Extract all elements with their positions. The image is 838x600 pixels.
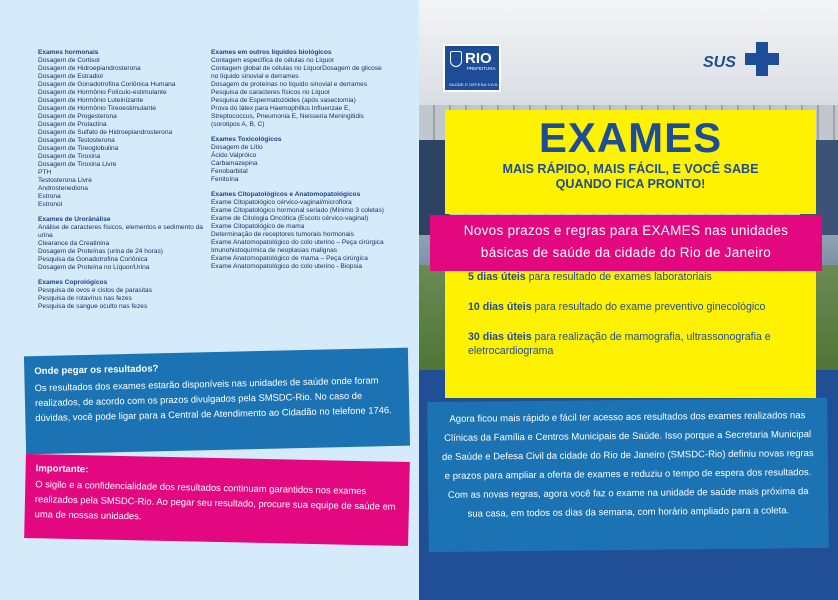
- exam-item: Dosagem de Hidroepiandrosterona: [38, 65, 141, 72]
- section-title: Exames Toxicológicos: [211, 136, 282, 143]
- exam-item: Dosagem de Gonadotrofina Coriônica Humana: [38, 81, 176, 88]
- exam-item: Dosagem de Hormônio Tireoestimulante: [38, 105, 157, 112]
- exam-item: Dosagem de Estradiol: [38, 73, 103, 80]
- exam-item: Pesquisa de ovos e cistos de parasitas: [38, 287, 152, 294]
- exam-section: [211, 191, 386, 271]
- deadline-days: 5 dias úteis: [468, 271, 526, 283]
- exam-item: Pesquisa de Espermatozóides (após vasectomia): [211, 97, 356, 104]
- exam-item: Pesquisa de caracteres físicos no Líquor: [211, 89, 331, 96]
- subheadline-line-2: QUANDO FICA PRONTO!: [555, 177, 706, 191]
- info-paragraph-box: [427, 398, 829, 552]
- important-box: [24, 454, 410, 546]
- exam-item: Exame de Citologia Oncótica (Escoto cérvico-vaginal): [211, 215, 369, 222]
- right-panel: [419, 0, 838, 600]
- exam-list-column-a: [38, 49, 203, 318]
- where-body: Os resultados dos exames estarão disponíveis nas unidades de saúde onde foram realizados, de acordo com os prazos divulgados pela SMSDC-Rio. No caso de dúvidas, você pode ligar para a Central de Atendimento ao Cidadão no telefone 1746.: [34, 374, 392, 424]
- exam-item: Dosagem de Testosterona: [38, 137, 115, 144]
- exam-item: Exame Anatomopatológico de mama – Peça cirúrgica: [211, 255, 368, 262]
- section-title: Exames Citopatológicos e Anatomopatológicos: [211, 191, 361, 198]
- exam-item: Estronol: [38, 201, 63, 208]
- rio-prefeitura-logo: [443, 44, 501, 92]
- exam-item: Exame Citopatológico cérvico-vaginal/microflora: [211, 199, 352, 206]
- exam-item: Androstenediona: [38, 185, 88, 192]
- exam-item: PTH: [38, 169, 52, 176]
- band-line-2: básicas de saúde da cidade do Rio de Janeiro: [480, 245, 772, 260]
- cross-icon: [745, 42, 779, 76]
- sus-logo: [703, 42, 793, 82]
- page-title: EXAMES: [538, 114, 723, 161]
- exam-item: Dosagem de Tiroxina Livre: [38, 161, 117, 168]
- sus-text: SUS: [703, 54, 736, 71]
- exam-section: [211, 49, 386, 129]
- exam-item: Clearance da Creatinina: [38, 240, 110, 247]
- section-title: Exames Coprológicos: [38, 279, 108, 286]
- exam-item: Dosagem de Tiroxina: [38, 153, 101, 160]
- deadline-days: 10 dias úteis: [468, 301, 532, 313]
- shield-icon: [450, 51, 462, 67]
- exam-item: Estrona: [38, 193, 61, 200]
- rio-logo-text: RIO: [465, 50, 492, 67]
- exam-section: [211, 136, 386, 184]
- deadline-description: para resultado do exame preventivo ginecológico: [531, 301, 766, 313]
- info-paragraph: Agora ficou mais rápido e fácil ter acesso aos resultados dos exames realizados nas Clínicas da Família e Centros Municipais de Saúde. Isso porque a Secretaria Municipal de Saúde e Defesa Civil da cidade do Rio de Janeiro (SMSDC-Rio) definiu novas regras e prazos para ampliar a oferta de exames e reduziu o tempo de espera dos resultados. Com as novas regras, agora você faz o exame na unidade de saúde mais próxima da sua casa, em todos os dias da semana, com horário ampliado para a coleta.: [441, 410, 814, 520]
- exam-item: Fenobarbital: [211, 168, 248, 175]
- exam-item: Determinação de receptores tumorais hormonais: [211, 231, 354, 238]
- exam-item: Dosagem de Lítio: [211, 144, 263, 151]
- exam-item: Dosagem de Prolactina: [38, 121, 107, 128]
- exam-item: Imunohistoquímica de neoplasias malignas: [211, 247, 338, 254]
- deadline-item: [468, 270, 808, 284]
- exam-section: [38, 49, 203, 209]
- logo-subtitle: SAÚDE E DEFESA CIVIL: [449, 82, 499, 87]
- exam-item: Dosagem de Hormônio Folículo-estimulante: [38, 89, 167, 96]
- exam-item: Pesquisa da Gonadotrofina Coriônica: [38, 256, 148, 263]
- exam-item: Dosagem de Sulfato de Hidroepiandrosterona: [38, 129, 173, 136]
- exam-item: Dosagem de Proteína no Líquor/Urina: [38, 264, 150, 271]
- exam-item: Ácido Valpróico: [211, 152, 257, 159]
- headline-box: [445, 110, 816, 214]
- important-body: O sigilo e a confidencialidade dos resultados continuam garantidos nos exames realizados pela SMSDC-Rio. Ao pegar seu resultado, procure sua equipe de saúde em uma de nossas unidades.: [34, 478, 396, 522]
- deadline-description: para resultado de exames laboratoriais: [525, 271, 712, 283]
- exam-item: Contagem específica de células no Líquor: [211, 57, 335, 64]
- exam-item: Carbamazepina: [211, 160, 258, 167]
- exam-item: Pesquisa de rotavírus nas fezes: [38, 295, 132, 302]
- where-title: Onde pegar os resultados?: [34, 363, 159, 378]
- exam-item: Dosagem de Hormônio Luteinizante: [38, 97, 144, 104]
- exam-item: Exame Citopatológico de mama: [211, 223, 305, 230]
- exam-item: Dosagem de Progesterona: [38, 113, 117, 120]
- band-line-1: Novos prazos e regras para EXAMES nas unidades: [463, 223, 789, 238]
- section-title: Exames em outros líquidos biológicos: [211, 49, 332, 56]
- subheadline-line-1: MAIS RÁPIDO, MAIS FÁCIL, E VOCÊ SABE: [502, 162, 759, 176]
- new-rules-band: [430, 215, 822, 271]
- exam-item: Fenitoína: [211, 176, 239, 183]
- section-title: Exames hormonais: [38, 49, 99, 56]
- deadline-days: 30 dias úteis: [468, 331, 532, 343]
- exam-item: Análise de caracteres físicos, elementos e sedimento da urina: [38, 224, 203, 239]
- exam-item: Exame Anatomopatológico do colo uterino – Peça cirúrgica: [211, 239, 384, 246]
- exam-item: Exame Citopatológico hormonal seriado (Mínimo 3 coletas): [211, 207, 384, 214]
- exam-item: Pesquisa de sangue oculto nas fezes: [38, 303, 148, 310]
- where-to-get-results-box: [24, 348, 410, 455]
- exam-item: Dosagem de proteínas no líquido sinovial e derrames: [211, 81, 368, 88]
- exam-item: Prova do látex para Haemophillus Influenzae E, Streptococcus, Pneumonia E, Neisseria Meningitidis (sorotipos A, B, C): [211, 105, 364, 128]
- exam-item: Dosagem de Tireoglobulina: [38, 145, 119, 152]
- exam-section: [38, 216, 203, 272]
- deadline-item: [468, 300, 808, 314]
- exam-list-column-b: [211, 49, 386, 278]
- deadline-description: para realização de mamografia, ultrassonografia e eletrocardiograma: [468, 331, 771, 357]
- exam-item: Dosagem de Cortisol: [38, 57, 100, 64]
- important-title: Importante:: [35, 463, 89, 476]
- section-title: Exames de Urorânálise: [38, 216, 111, 223]
- left-panel: [0, 0, 418, 600]
- exam-item: Dosagem de Proteínas (urina de 24 horas): [38, 248, 163, 255]
- deadlines-list: [468, 270, 808, 358]
- exam-section: [38, 279, 203, 311]
- exam-item: Exame Anatomopatológico do colo uterino - Biopsia: [211, 263, 363, 270]
- deadline-item: [468, 330, 808, 358]
- exam-item: Contagem global de células no LíquorDosagem de glicose no líquido sinovial e derrames: [211, 65, 382, 80]
- exam-item: Testosterona Livre: [38, 177, 92, 184]
- prefeitura-text: PREFEITURA: [467, 66, 496, 71]
